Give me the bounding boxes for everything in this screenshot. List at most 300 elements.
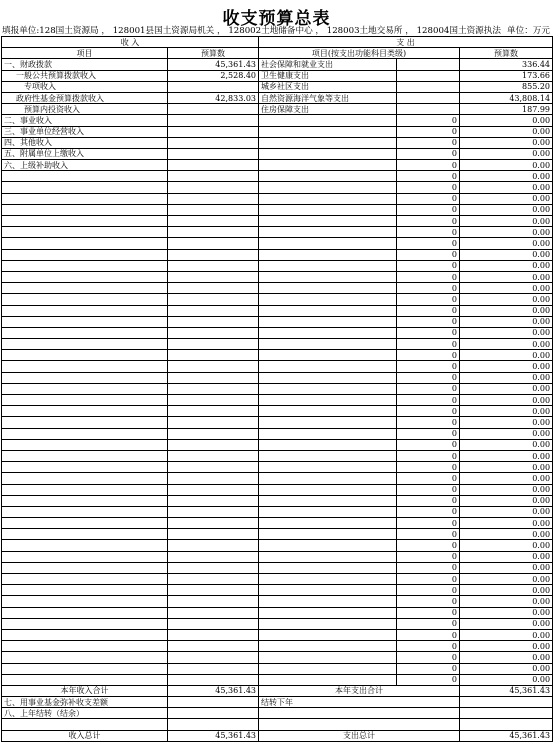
expense-mid: 0 [397,428,460,439]
expense-mid: 0 [397,271,460,282]
expense-item [259,383,397,394]
expense-value: 0.00 [460,518,553,529]
expense-mid: 0 [397,495,460,506]
grand-expense: 45,361.43 [460,730,553,741]
table-row [2,271,553,282]
expense-item [259,115,397,126]
income-item [2,596,168,607]
income-value [168,540,259,551]
expense-value: 0.00 [460,652,553,663]
income-item [2,193,168,204]
expense-value: 0.00 [460,629,553,640]
expense-value: 0.00 [460,406,553,417]
expense-item [259,629,397,640]
expense-value: 0.00 [460,551,553,562]
expense-mid: 0 [397,618,460,629]
expense-item [259,562,397,573]
group-header-row [2,37,553,48]
expense-item [259,305,397,316]
expense-item [259,316,397,327]
expense-value: 0.00 [460,193,553,204]
table-body [2,59,553,686]
expense-value: 0.00 [460,339,553,350]
expense-mid: 0 [397,417,460,428]
income-item [2,339,168,350]
row-7-left-value [168,697,259,708]
income-value [168,238,259,249]
income-item [2,283,168,294]
expense-mid: 0 [397,126,460,137]
expense-mid: 0 [397,171,460,182]
income-value [168,148,259,159]
table-row [2,529,553,540]
expense-item [259,495,397,506]
income-item [2,204,168,215]
expense-value: 0.00 [460,361,553,372]
income-item [2,585,168,596]
income-value [168,406,259,417]
expense-item [259,596,397,607]
expense-mid: 0 [397,462,460,473]
table-row [2,126,553,137]
income-value [168,339,259,350]
expense-value: 0.00 [460,473,553,484]
expense-mid: 0 [397,227,460,238]
income-value [168,137,259,148]
income-item: 六、上级补助收入 [2,160,168,171]
expense-item [259,551,397,562]
expense-value: 0.00 [460,305,553,316]
table-row [2,160,553,171]
income-value: 45,361.43 [168,59,259,70]
income-value [168,193,259,204]
table-row [2,249,553,260]
income-value [168,115,259,126]
income-value [168,305,259,316]
income-value [168,316,259,327]
expense-value: 187.99 [460,104,553,115]
income-item-header: 项目 [2,48,168,59]
expense-item [259,518,397,529]
expense-value: 0.00 [460,450,553,461]
income-value [168,674,259,685]
income-item [2,249,168,260]
expense-mid: 0 [397,350,460,361]
expense-item [259,193,397,204]
income-value [168,484,259,495]
grand-expense-label: 支出总计 [259,730,460,741]
expense-value: 0.00 [460,417,553,428]
income-value [168,350,259,361]
table-row [2,294,553,305]
expense-mid: 0 [397,160,460,171]
expense-value: 0.00 [460,439,553,450]
income-item [2,294,168,305]
row-7-right-value [460,697,553,708]
income-value [168,182,259,193]
expense-value: 0.00 [460,204,553,215]
expense-item [259,361,397,372]
table-row [2,115,553,126]
expense-mid: 0 [397,339,460,350]
table-row [2,216,553,227]
income-budget-header: 预算数 [168,48,259,59]
expense-total-label: 本年支出合计 [259,685,460,696]
total-row [2,685,553,696]
income-item [2,540,168,551]
table-row [2,450,553,461]
expense-item [259,204,397,215]
expense-item [259,674,397,685]
expense-item [259,216,397,227]
expense-item [259,327,397,338]
expense-item [259,227,397,238]
table-row [2,641,553,652]
expense-value: 0.00 [460,484,553,495]
table-row [2,350,553,361]
expense-value: 0.00 [460,126,553,137]
table-row [2,462,553,473]
expense-mid: 0 [397,473,460,484]
table-row [2,618,553,629]
expense-value: 0.00 [460,674,553,685]
expense-item [259,249,397,260]
expense-item [259,484,397,495]
table-row [2,104,553,115]
table-row [2,70,553,81]
table-row [2,663,553,674]
income-value [168,585,259,596]
expense-mid: 0 [397,484,460,495]
budget-table [1,36,553,742]
expense-value: 0.00 [460,260,553,271]
table-row [2,305,553,316]
expense-item [259,506,397,517]
income-item: 五、附属单位上缴收入 [2,148,168,159]
expense-item [259,450,397,461]
row-7-left-label: 七、用事业基金弥补收支差额 [2,697,168,708]
row-7 [2,697,553,708]
expense-item [259,372,397,383]
expense-item [259,395,397,406]
income-item [2,260,168,271]
income-value [168,506,259,517]
table-row [2,518,553,529]
expense-item: 社会保障和就业支出 [259,59,397,70]
income-item: 专项收入 [2,81,168,92]
income-item [2,506,168,517]
income-value [168,283,259,294]
expense-mid: 0 [397,238,460,249]
income-item [2,439,168,450]
expense-mid: 0 [397,629,460,640]
expense-item [259,171,397,182]
expense-mid: 0 [397,641,460,652]
income-item [2,216,168,227]
expense-item [259,473,397,484]
income-value [168,663,259,674]
expense-mid: 0 [397,562,460,573]
income-value [168,574,259,585]
table-row [2,171,553,182]
income-value [168,204,259,215]
expense-item [259,182,397,193]
expense-value: 0.00 [460,607,553,618]
expense-value: 0.00 [460,506,553,517]
income-item [2,495,168,506]
income-item [2,663,168,674]
income-value [168,529,259,540]
expense-budget-header: 预算数 [460,48,553,59]
expense-value: 0.00 [460,596,553,607]
expense-value: 336.44 [460,59,553,70]
table-row [2,439,553,450]
expense-value: 0.00 [460,271,553,282]
income-item [2,227,168,238]
expense-item: 自然资源海洋气象等支出 [259,92,397,103]
table-row [2,395,553,406]
expense-value: 0.00 [460,585,553,596]
income-item [2,428,168,439]
income-item [2,372,168,383]
expense-mid: 0 [397,193,460,204]
expense-mid: 0 [397,585,460,596]
page-title: 收支预算总表 [222,9,331,29]
expense-mid: 0 [397,383,460,394]
income-value [168,551,259,562]
expense-mid: 0 [397,316,460,327]
grand-income-label: 收入总计 [2,730,168,741]
expense-mid: 0 [397,439,460,450]
table-row [2,81,553,92]
expense-value: 0.00 [460,160,553,171]
expense-value: 0.00 [460,227,553,238]
expense-item [259,652,397,663]
expense-value: 0.00 [460,372,553,383]
income-item [2,473,168,484]
expense-mid: 0 [397,506,460,517]
income-value [168,518,259,529]
table-row [2,596,553,607]
income-value [168,327,259,338]
expense-item [259,148,397,159]
income-value [168,171,259,182]
expense-mid: 0 [397,529,460,540]
expense-value: 0.00 [460,529,553,540]
expense-mid: 0 [397,204,460,215]
income-value [168,260,259,271]
expense-total: 45,361.43 [460,685,553,696]
income-item [2,518,168,529]
expense-item [259,462,397,473]
table-row [2,92,553,103]
table-row [2,417,553,428]
expense-value: 0.00 [460,115,553,126]
expense-mid: 0 [397,327,460,338]
table-footer [2,685,553,741]
expense-item [259,406,397,417]
expense-item [259,439,397,450]
table-row [2,339,553,350]
expense-value: 43,808.14 [460,92,553,103]
expense-item [259,428,397,439]
expense-header: 支 出 [259,37,553,48]
income-item: 三、事业单位经营收入 [2,126,168,137]
income-value [168,395,259,406]
unit-label: 单位：万元 [507,26,550,36]
expense-value: 0.00 [460,663,553,674]
table-row [2,652,553,663]
table-row [2,607,553,618]
income-value [168,562,259,573]
income-value [168,271,259,282]
income-item [2,641,168,652]
expense-mid: 0 [397,663,460,674]
income-item [2,327,168,338]
expense-mid: 0 [397,596,460,607]
expense-mid: 0 [397,260,460,271]
expense-mid: 0 [397,372,460,383]
expense-item [259,350,397,361]
income-value [168,495,259,506]
income-value [168,462,259,473]
income-item [2,574,168,585]
table-row [2,585,553,596]
income-value [168,607,259,618]
table-row [2,383,553,394]
income-item [2,674,168,685]
fill-unit: 填报单位:128国土资源局 ， 128001县国土资源局机关 ， 128002土地储备中心 ， 128003土地交易所 ， 128004国土资源执法 [2,26,501,36]
income-item [2,395,168,406]
expense-mid [397,59,460,70]
table-row [2,484,553,495]
table-row [2,227,553,238]
expense-mid: 0 [397,607,460,618]
expense-value: 0.00 [460,350,553,361]
expense-value: 0.00 [460,462,553,473]
income-item: 政府性基金预算拨款收入 [2,92,168,103]
row-8-right-value [460,708,553,719]
table-row [2,59,553,70]
expense-item [259,126,397,137]
income-value [168,383,259,394]
income-item [2,618,168,629]
income-value [168,160,259,171]
income-item: 预算内投资收入 [2,104,168,115]
income-item [2,182,168,193]
table-row [2,551,553,562]
table-row [2,428,553,439]
expense-item [259,574,397,585]
expense-item [259,607,397,618]
expense-item [259,294,397,305]
expense-value: 0.00 [460,562,553,573]
expense-value: 0.00 [460,283,553,294]
expense-mid [397,81,460,92]
income-value [168,596,259,607]
expense-item [259,283,397,294]
income-item [2,406,168,417]
grand-income: 45,361.43 [168,730,259,741]
expense-item [259,238,397,249]
expense-item [259,585,397,596]
expense-value: 0.00 [460,395,553,406]
income-item [2,607,168,618]
income-item [2,450,168,461]
table-row [2,495,553,506]
expense-mid: 0 [397,216,460,227]
expense-item [259,417,397,428]
expense-item [259,271,397,282]
table-row [2,506,553,517]
income-value [168,104,259,115]
row-8-left-value [168,708,259,719]
income-header: 收 入 [2,37,259,48]
income-item: 二、事业收入 [2,115,168,126]
expense-value: 0.00 [460,540,553,551]
table-row [2,674,553,685]
expense-value: 855.20 [460,81,553,92]
expense-value: 0.00 [460,216,553,227]
income-item [2,271,168,282]
table-row [2,204,553,215]
income-value [168,629,259,640]
table-row [2,193,553,204]
expense-item [259,663,397,674]
expense-mid: 0 [397,674,460,685]
expense-item [259,618,397,629]
expense-value: 0.00 [460,316,553,327]
expense-value: 0.00 [460,574,553,585]
expense-item: 住房保障支出 [259,104,397,115]
table-row [2,562,553,573]
income-value [168,439,259,450]
income-value [168,361,259,372]
income-value [168,450,259,461]
expense-mid [397,92,460,103]
income-value [168,81,259,92]
expense-item: 城乡社区支出 [259,81,397,92]
income-value [168,652,259,663]
expense-mid: 0 [397,115,460,126]
blank-row [2,719,553,730]
table-row [2,574,553,585]
income-item [2,383,168,394]
table-row [2,238,553,249]
expense-mid: 0 [397,574,460,585]
income-item [2,305,168,316]
row-7-right-label: 结转下年 [259,697,460,708]
expense-mid: 0 [397,652,460,663]
income-value [168,641,259,652]
income-item: 一般公共预算拨款收入 [2,70,168,81]
expense-mid: 0 [397,395,460,406]
table-row [2,182,553,193]
income-item [2,462,168,473]
table-row [2,406,553,417]
expense-value: 0.00 [460,182,553,193]
income-item [2,529,168,540]
income-value [168,372,259,383]
expense-mid [397,104,460,115]
table-row [2,260,553,271]
expense-value: 0.00 [460,641,553,652]
income-item [2,629,168,640]
expense-value: 0.00 [460,171,553,182]
expense-mid: 0 [397,540,460,551]
row-8-left-label: 八、上年结转（结余） [2,708,168,719]
expense-mid: 0 [397,283,460,294]
